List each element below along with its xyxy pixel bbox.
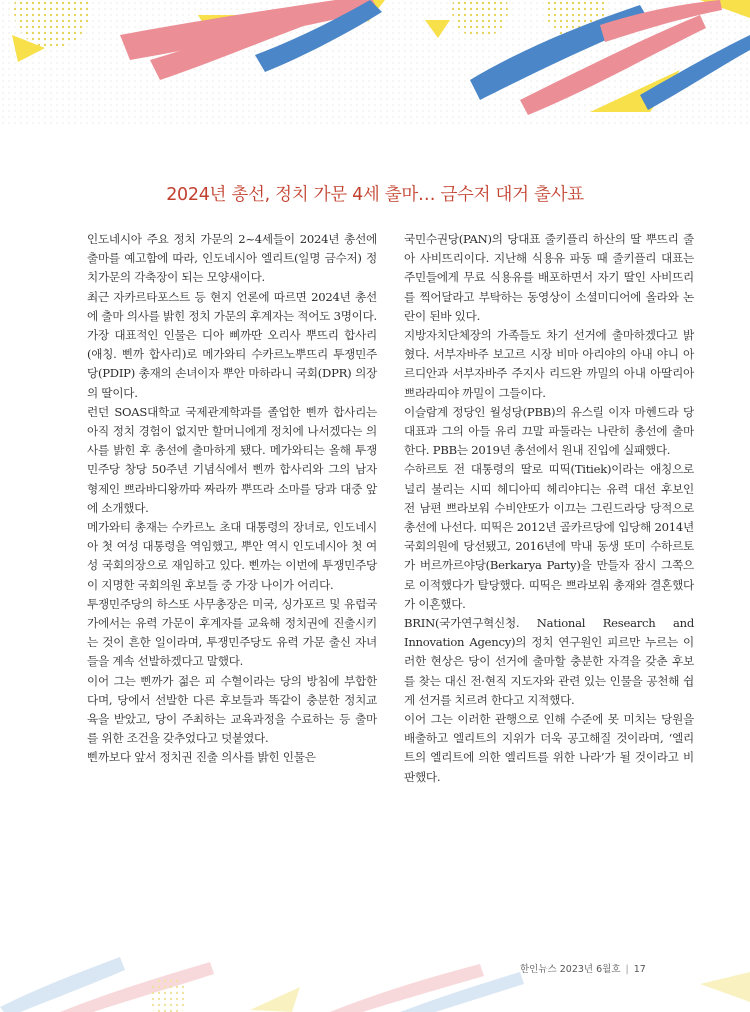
paragraph: 삔까보다 앞서 정치권 진출 의사를 밝힌 인물은 (87, 750, 316, 765)
paragraph: 투쟁민주당의 하스또 사무총장은 미국, 싱가포르 및 유럽국가에서는 유력 가문이 후계자를 교육해 정치권에 진출시키는 것이 흔한 일이라며, 투쟁민주당도 유력 가문 출신 자녀들을 계속 선발하겠다고 말했다. (87, 596, 377, 669)
pink-stroke (330, 964, 484, 1012)
publication-label: 한인뉴스 2023년 6월호 (520, 964, 621, 975)
paragraph: 지방자치단체장의 가족들도 차기 선거에 출마하겠다고 밝혔다. 서부자바주 보고르 시장 비마 아리야의 아내 야니 아르디안과 서부자바주 주지사 리드완 까밀의 아내 아딸리아 쁘라라띠야 까밀이 그들이다. (404, 328, 694, 400)
paragraph: 국민수권당(PAN)의 당대표 줄키플리 하산의 딸 뿌뜨리 줄아 사비뜨리이다. 지난해 식용유 파동 때 줄키플리 대표는 주민들에게 무료 식용유를 배포하면서 자기 딸인 사비뜨리를 찍어달라고 부탁하는 동영상이 소셜미디어에 올라와 논란이 된바 있다. (404, 232, 694, 323)
bottom-decoration (0, 942, 750, 1012)
paragraph: BRIN(국가연구혁신청. National Research and Innovation Agency)의 정치 연구원인 피르만 누르는 이러한 현상은 당이 선거에 출마할 충분한 자격을 갖춘 후보를 찾는 대신 전·현직 지도자와 관련 있는 인물을 공천해 쉽게 선거를 치르려 한다고 지적했다. (404, 616, 694, 707)
article-title: 2024년 총선, 정치 가문 4세 출마… 금수저 대거 출사표 (166, 185, 584, 205)
top-decoration (0, 0, 750, 125)
paragraph: 런던 SOAS대학교 국제관계학과를 졸업한 삔까 합사리는 아직 정치 경험이 없지만 할머니에게 정치에 나서겠다는 의사를 밝힌 후 총선에 출마하게 됐다. 메가와티는 올해 투쟁민주당 창당 50주년 기념식에서 삔까 합사리와 그의 남자 형제인 쁘라바디왕까따 짜라까 뿌뜨라 소마를 당과 대중 앞에 소개했다. (87, 404, 377, 515)
paragraph: 이슬람계 정당인 월성당(PBB)의 유스릴 이자 마헨드라 당대표과 그의 아들 유리 끄말 파둘라는 나란히 총선에 출마한다. PBB는 2019년 총선에서 원내 진입에 실패했다. (404, 404, 694, 458)
paragraph: 메가와티 총재는 수카르노 초대 대통령의 장녀로, 인도네시아 첫 여성 대통령을 역임했고, 뿌안 역시 인도네시아 첫 여성 국회의장으로 재임하고 있다. 삔까는 이번에 투쟁민주당이 지명한 국회의원 후보들 중 가장 나이가 어리다. (87, 520, 377, 592)
paragraph: 이어 그는 삔까가 젊은 피 수혈이라는 당의 방침에 부합한다며, 당에서 선발한 다른 후보들과 똑같이 충분한 정치교육을 받았고, 당이 주최하는 교육과정을 수료하는 등 출마를 위한 조건을 갖추었다고 덧붙였다. (87, 673, 377, 746)
paragraph: 이어 그는 이러한 관행으로 인해 수준에 못 미치는 당원을 배출하고 엘리트의 지위가 더욱 공고해질 것이라며, ‘엘리트의 엘리트에 의한 엘리트를 위한 나라’가 될 것이라고 비판했다. (404, 712, 694, 784)
paragraph: 인도네시아 주요 정치 가문의 2~4세들이 2024년 총선에 출마를 예고함에 따라, 인도네시아 엘리트(일명 금수저) 정치가문의 각축장이 되는 모양새이다. (87, 232, 377, 285)
paragraph: 최근 자카르타포스트 등 현지 언론에 따르면 2024년 총선에 출마 의사를 밝힌 정치 가문의 후계자는 적어도 3명이다. 가장 대표적인 인물은 디아 삐까딴 오리사 뿌뜨리 합사리(애칭. 삔까 합사리)로 메가와티 수카르노뿌뜨리 투쟁민주당(PDIP) 총재의 손녀이자 뿌안 마하라니 국회(DPR) 의장의 딸이다. (87, 289, 377, 400)
yellow-triangle (700, 972, 750, 1002)
yellow-triangle (250, 987, 300, 1012)
paragraph: 수하르토 전 대통령의 딸로 띠띡(Titiek)이라는 애칭으로 널리 불리는 시띠 헤디아띠 헤리야디는 유력 대선 후보인 전 남편 쁘라보워 수비얀또가 이끄는 그린드라당 당적으로 총선에 나선다. 띠띡은 2012년 골카르당에 입당해 2014년 국회의원에 당선됐고, 2016년에 막내 동생 또미 수하르토가 버르까르야당(Berkarya Party)을 만들자 잠시 그쪽으로 이적했다가 탈당했다. 띠띡은 쁘라보워 총재와 결혼했다가 이혼했다. (404, 462, 694, 611)
footer-separator: | (625, 964, 629, 975)
right-column (404, 230, 694, 787)
page-footer (520, 961, 660, 975)
page-number: 17 (633, 964, 646, 975)
left-column (87, 230, 377, 768)
